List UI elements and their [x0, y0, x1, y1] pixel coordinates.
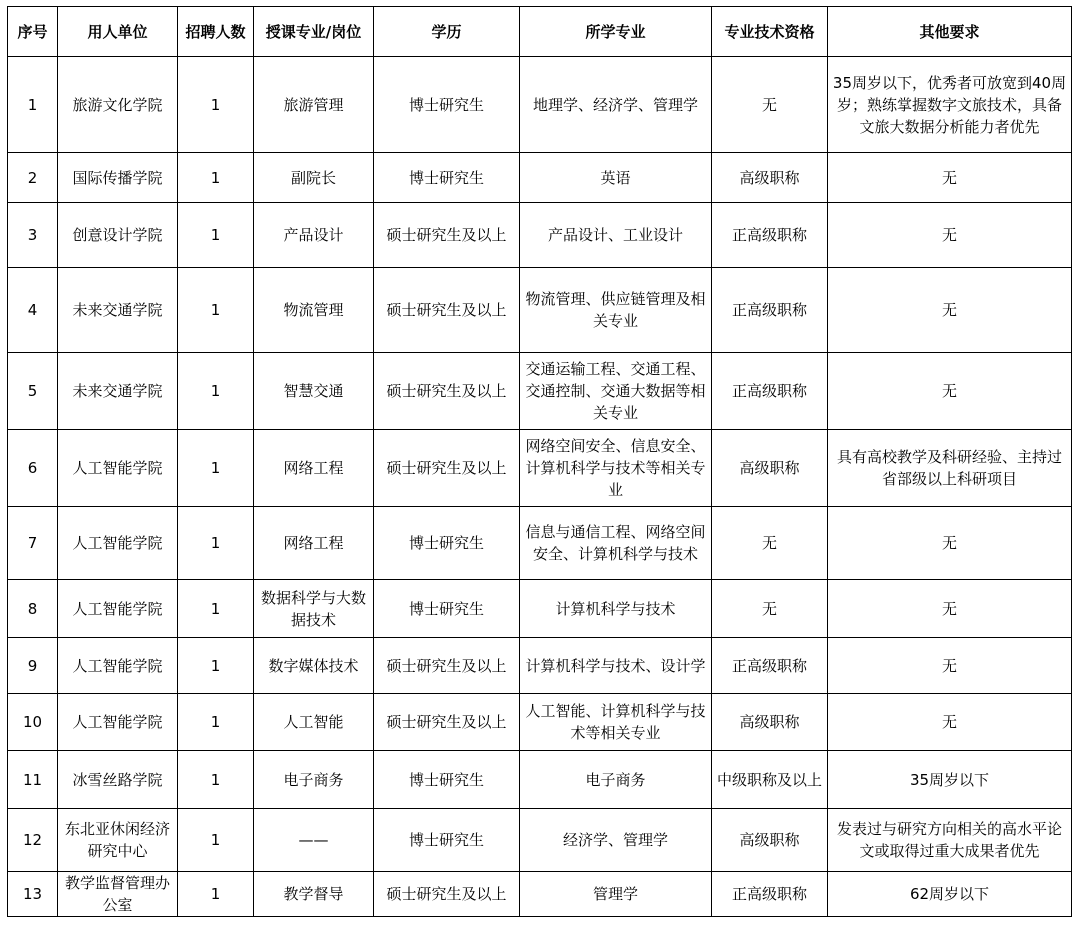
cell-index: 9	[8, 638, 58, 694]
cell-count: 1	[178, 57, 254, 153]
cell-education: 硕士研究生及以上	[374, 638, 520, 694]
cell-position: 电子商务	[254, 751, 374, 809]
cell-position: 数据科学与大数据技术	[254, 580, 374, 638]
cell-education: 博士研究生	[374, 507, 520, 580]
cell-qualification: 正高级职称	[712, 203, 828, 268]
cell-count: 1	[178, 203, 254, 268]
cell-count: 1	[178, 353, 254, 430]
cell-qualification: 正高级职称	[712, 872, 828, 917]
cell-qualification: 高级职称	[712, 153, 828, 203]
cell-requirements: 35周岁以下	[828, 751, 1072, 809]
cell-index: 8	[8, 580, 58, 638]
cell-count: 1	[178, 507, 254, 580]
table-row	[8, 57, 1072, 153]
cell-major: 英语	[520, 153, 712, 203]
table-row	[8, 153, 1072, 203]
cell-position: 产品设计	[254, 203, 374, 268]
cell-education: 博士研究生	[374, 57, 520, 153]
cell-education: 博士研究生	[374, 809, 520, 872]
cell-position: 旅游管理	[254, 57, 374, 153]
cell-requirements: 无	[828, 580, 1072, 638]
header-index: 序号	[8, 7, 58, 57]
cell-requirements: 无	[828, 153, 1072, 203]
cell-major: 网络空间安全、信息安全、计算机科学与技术等相关专业	[520, 430, 712, 507]
table-row	[8, 203, 1072, 268]
cell-major: 信息与通信工程、网络空间安全、计算机科学与技术	[520, 507, 712, 580]
cell-major: 人工智能、计算机科学与技术等相关专业	[520, 694, 712, 751]
cell-unit: 人工智能学院	[58, 694, 178, 751]
cell-requirements: 无	[828, 638, 1072, 694]
table-row	[8, 507, 1072, 580]
cell-index: 2	[8, 153, 58, 203]
cell-count: 1	[178, 751, 254, 809]
table-row	[8, 751, 1072, 809]
header-position: 授课专业/岗位	[254, 7, 374, 57]
cell-count: 1	[178, 430, 254, 507]
cell-major: 计算机科学与技术、设计学	[520, 638, 712, 694]
cell-education: 硕士研究生及以上	[374, 203, 520, 268]
header-qualification: 专业技术资格	[712, 7, 828, 57]
cell-requirements: 35周岁以下，优秀者可放宽到40周岁；熟练掌握数字文旅技术，具备文旅大数据分析能力者优先	[828, 57, 1072, 153]
cell-index: 7	[8, 507, 58, 580]
cell-unit: 旅游文化学院	[58, 57, 178, 153]
table-row	[8, 580, 1072, 638]
table-row	[8, 809, 1072, 872]
table-row	[8, 638, 1072, 694]
cell-qualification: 高级职称	[712, 694, 828, 751]
cell-position: 副院长	[254, 153, 374, 203]
cell-requirements: 具有高校教学及科研经验、主持过省部级以上科研项目	[828, 430, 1072, 507]
cell-count: 1	[178, 638, 254, 694]
cell-position: 数字媒体技术	[254, 638, 374, 694]
cell-requirements: 无	[828, 694, 1072, 751]
cell-major: 产品设计、工业设计	[520, 203, 712, 268]
cell-major: 电子商务	[520, 751, 712, 809]
cell-count: 1	[178, 872, 254, 917]
cell-requirements: 无	[828, 203, 1072, 268]
cell-position: 网络工程	[254, 430, 374, 507]
cell-index: 3	[8, 203, 58, 268]
table-body	[8, 57, 1072, 917]
header-major: 所学专业	[520, 7, 712, 57]
cell-position: 人工智能	[254, 694, 374, 751]
cell-qualification: 中级职称及以上	[712, 751, 828, 809]
cell-unit: 国际传播学院	[58, 153, 178, 203]
cell-index: 1	[8, 57, 58, 153]
cell-index: 12	[8, 809, 58, 872]
header-unit: 用人单位	[58, 7, 178, 57]
cell-position: 教学督导	[254, 872, 374, 917]
cell-major: 地理学、经济学、管理学	[520, 57, 712, 153]
cell-education: 硕士研究生及以上	[374, 694, 520, 751]
cell-qualification: 高级职称	[712, 809, 828, 872]
cell-qualification: 正高级职称	[712, 353, 828, 430]
cell-unit: 东北亚休闲经济研究中心	[58, 809, 178, 872]
header-count: 招聘人数	[178, 7, 254, 57]
cell-education: 博士研究生	[374, 153, 520, 203]
cell-major: 经济学、管理学	[520, 809, 712, 872]
cell-qualification: 无	[712, 57, 828, 153]
cell-requirements: 无	[828, 268, 1072, 353]
table-row	[8, 694, 1072, 751]
cell-qualification: 正高级职称	[712, 268, 828, 353]
cell-qualification: 无	[712, 507, 828, 580]
cell-unit: 教学监督管理办公室	[58, 872, 178, 917]
header-requirements: 其他要求	[828, 7, 1072, 57]
cell-index: 13	[8, 872, 58, 917]
cell-count: 1	[178, 153, 254, 203]
cell-education: 博士研究生	[374, 580, 520, 638]
cell-count: 1	[178, 694, 254, 751]
cell-position: 物流管理	[254, 268, 374, 353]
recruitment-table	[7, 6, 1072, 917]
cell-index: 11	[8, 751, 58, 809]
cell-major: 管理学	[520, 872, 712, 917]
cell-position: ——	[254, 809, 374, 872]
cell-qualification: 无	[712, 580, 828, 638]
cell-unit: 冰雪丝路学院	[58, 751, 178, 809]
cell-education: 硕士研究生及以上	[374, 430, 520, 507]
table-row	[8, 353, 1072, 430]
cell-unit: 创意设计学院	[58, 203, 178, 268]
cell-requirements: 无	[828, 507, 1072, 580]
cell-major: 物流管理、供应链管理及相关专业	[520, 268, 712, 353]
cell-major: 计算机科学与技术	[520, 580, 712, 638]
cell-unit: 人工智能学院	[58, 507, 178, 580]
cell-count: 1	[178, 268, 254, 353]
table-row	[8, 268, 1072, 353]
cell-requirements: 无	[828, 353, 1072, 430]
cell-major: 交通运输工程、交通工程、交通控制、交通大数据等相关专业	[520, 353, 712, 430]
cell-unit: 未来交通学院	[58, 268, 178, 353]
header-row	[8, 7, 1072, 57]
cell-count: 1	[178, 580, 254, 638]
cell-unit: 人工智能学院	[58, 580, 178, 638]
cell-unit: 未来交通学院	[58, 353, 178, 430]
cell-index: 4	[8, 268, 58, 353]
table-row	[8, 872, 1072, 917]
cell-qualification: 高级职称	[712, 430, 828, 507]
cell-position: 智慧交通	[254, 353, 374, 430]
cell-index: 6	[8, 430, 58, 507]
cell-position: 网络工程	[254, 507, 374, 580]
header-education: 学历	[374, 7, 520, 57]
cell-education: 硕士研究生及以上	[374, 353, 520, 430]
cell-education: 博士研究生	[374, 751, 520, 809]
cell-education: 硕士研究生及以上	[374, 268, 520, 353]
cell-unit: 人工智能学院	[58, 430, 178, 507]
cell-requirements: 发表过与研究方向相关的高水平论文或取得过重大成果者优先	[828, 809, 1072, 872]
table-row	[8, 430, 1072, 507]
cell-qualification: 正高级职称	[712, 638, 828, 694]
cell-index: 5	[8, 353, 58, 430]
cell-requirements: 62周岁以下	[828, 872, 1072, 917]
cell-index: 10	[8, 694, 58, 751]
cell-unit: 人工智能学院	[58, 638, 178, 694]
cell-count: 1	[178, 809, 254, 872]
cell-education: 硕士研究生及以上	[374, 872, 520, 917]
